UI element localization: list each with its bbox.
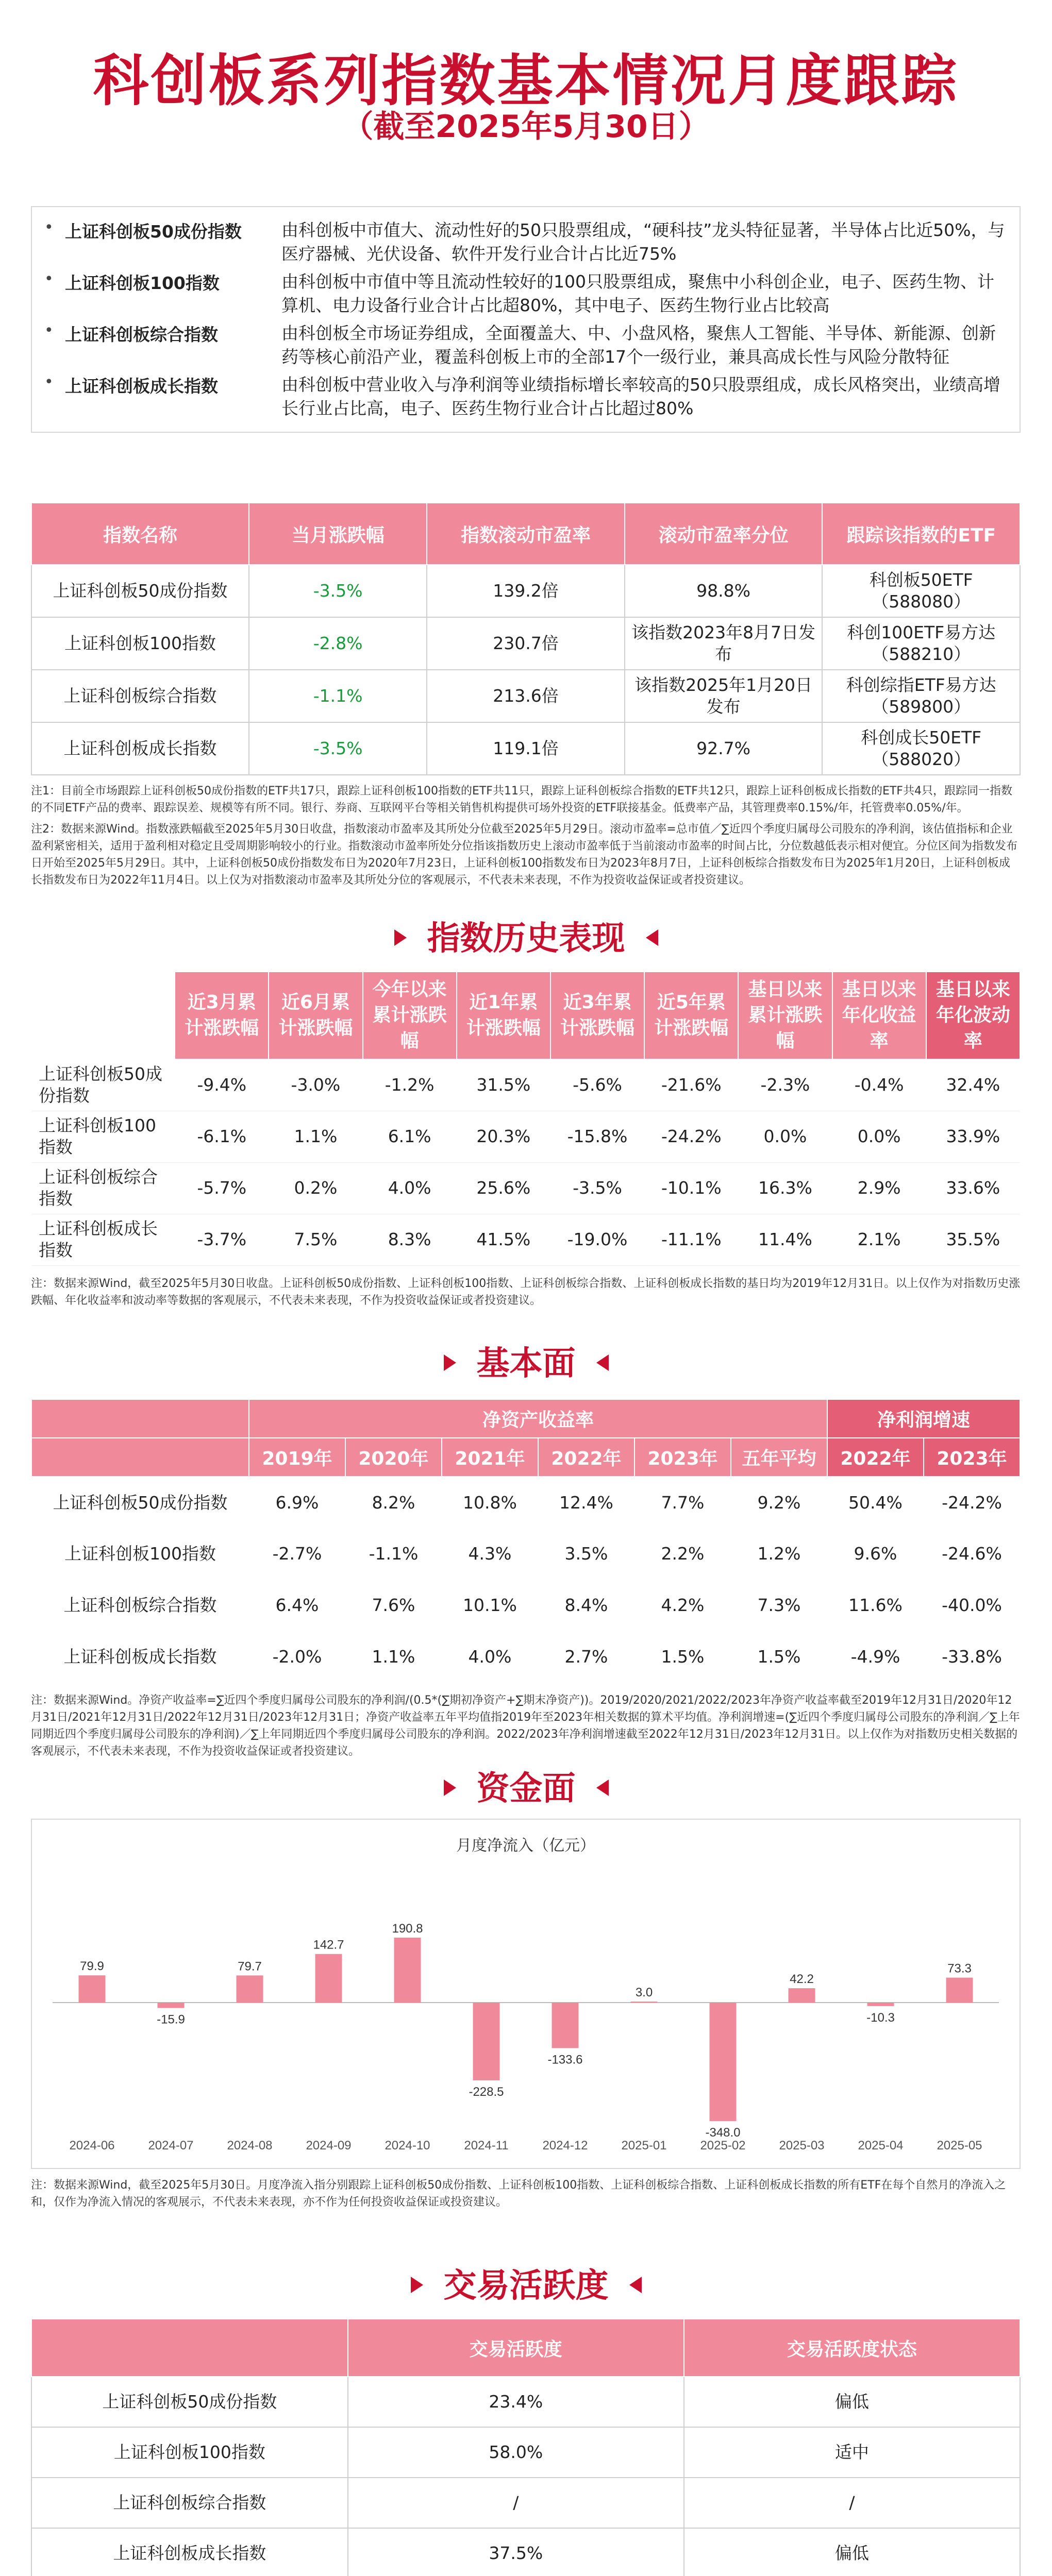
index-name-cell: 上证科创板成长指数: [31, 1214, 175, 1265]
chart-data-label: -133.6: [547, 2053, 583, 2067]
header-cell: 滚动市盈率分位: [625, 503, 823, 565]
fundamentals-table: [31, 1399, 1021, 1683]
index-name-cell: 上证科创板成长指数: [31, 2528, 348, 2576]
index-name-cell: 上证科创板成长指数: [31, 722, 249, 775]
chart-bar-2025-01: [631, 2002, 658, 2003]
value-cell: 2.1%: [832, 1214, 926, 1265]
table-row: [31, 1631, 1020, 1683]
chart-data-label: 190.8: [392, 1921, 423, 1936]
fundamentals-title-text: 基本面: [476, 1345, 576, 1383]
funds-title-text: 资金面: [476, 1770, 576, 1808]
triangle-left-icon: [596, 1354, 609, 1371]
index-name-cell: 上证科创板100指数: [31, 617, 249, 670]
value-cell: 31.5%: [457, 1059, 550, 1111]
header-cell: 近6月累计涨跌幅: [269, 972, 362, 1059]
chart-bar-2024-08: [237, 1975, 263, 2003]
pe-cell: 119.1倍: [427, 722, 625, 775]
chart-x-tick-label: 2025-04: [858, 2139, 904, 2153]
etf-name: 科创综指ETF易方达: [846, 675, 996, 695]
value-cell: -3.5%: [550, 1162, 644, 1214]
chart-x-tick-label: 2025-01: [621, 2139, 667, 2153]
etf-code: （588210）: [872, 644, 971, 664]
pe-cell: 139.2倍: [427, 565, 625, 617]
value-cell: 8.2%: [372, 1492, 415, 1513]
bullet-icon: •: [44, 373, 54, 391]
header-cell: 交易活跃度状态: [684, 2319, 1020, 2377]
page-title: 科创板系列指数基本情况月度跟踪: [93, 49, 959, 113]
activity-value-cell: /: [348, 2478, 684, 2528]
etf-cell: [822, 670, 1020, 722]
etf-code: （589800）: [872, 697, 971, 717]
chart-bar-2024-12: [552, 2003, 579, 2048]
header-cell: 交易活跃度: [348, 2319, 684, 2377]
group-header-profit-growth: 净利润增速: [827, 1399, 1020, 1438]
bullet-icon: •: [44, 270, 54, 288]
history-section: [31, 971, 1021, 1309]
header-cell: 近3月累计涨跌幅: [175, 972, 269, 1059]
pe-cell: 230.7倍: [427, 617, 625, 670]
table-row: [31, 1214, 1020, 1265]
fundamentals-section-title: [0, 1337, 1052, 1384]
activity-section-title: [0, 2259, 1052, 2307]
value-cell: 50.4%: [848, 1492, 903, 1513]
fundamentals-note: 注：数据来源Wind。净资产收益率=∑近四个季度归属母公司股东的净利润/(0.5*(∑期初净资产+∑期末净资产))。2019/2020/2021/2022/2023年净资产收益率截至2019年12月31日/2020年12月31日/2021年12月31日/2022年12月31日/2023年12月31日；净资产收益率五年平均值指2019年至2023年相关数据的算术平均值。净利润增速=(∑近四个季度归属母公司股东的净利润／∑上年同期近四个季度归属母公司股东的净利润)／∑上年同期近四个季度归属母公司股东的净利润。2022/2023年净利润增速截至2022年12月31日/2023年12月31日。以上仅作为对指数历史相关数据的客观展示，不代表未来表现，不作为投资收益保证或者投资建议。: [31, 1694, 1020, 1758]
value-cell: 2.2%: [661, 1544, 705, 1564]
chart-data-label: 79.7: [238, 1959, 262, 1974]
header-cell: 2022年: [538, 1438, 634, 1477]
index-name-cell: 上证科创板100指数: [31, 2427, 348, 2478]
fundamentals-section: [31, 1399, 1021, 1760]
header-cell: 2023年: [924, 1438, 1020, 1477]
monthly-change-cell: -3.5%: [249, 722, 427, 775]
history-table: [31, 971, 1021, 1266]
header-cell: 近3年累计涨跌幅: [550, 972, 644, 1059]
header-cell: 近5年累计涨跌幅: [644, 972, 738, 1059]
table-row: [31, 722, 1020, 775]
value-cell: -24.2%: [644, 1111, 738, 1162]
activity-state-cell: 偏低: [684, 2528, 1020, 2576]
pe-percentile-cell: 92.7%: [625, 722, 823, 775]
value-cell: 1.1%: [372, 1647, 415, 1667]
activity-title-text: 交易活跃度: [443, 2267, 609, 2305]
activity-table: [31, 2318, 1021, 2576]
index-name-cell: 上证科创板50成份指数: [53, 1492, 228, 1513]
index-description-box: [31, 206, 1021, 433]
chart-bar-2024-07: [158, 2003, 185, 2008]
index-name-cell: 上证科创板50成份指数: [31, 565, 249, 617]
chart-x-tick-label: 2024-11: [464, 2139, 509, 2153]
funds-section-title: [0, 1762, 1052, 1809]
value-cell: 4.3%: [468, 1544, 512, 1564]
header-cell: 2023年: [634, 1438, 731, 1477]
table-row: [31, 670, 1020, 722]
value-cell: -1.1%: [369, 1544, 419, 1564]
triangle-left-icon: [629, 2277, 642, 2293]
table-header-row: [31, 972, 1020, 1059]
overview-note-2: 注2：数据来源Wind。指数涨跌幅截至2025年5月30日收盘，指数滚动市盈率及其所处分位截至2025年5月29日。滚动市盈率=总市值／∑近四个季度归属母公司股东的净利润，该估值指标和企业盈利紧密相关，适用于盈利相对稳定且受周期影响较小的行业。指数滚动市盈率所处分位指该指数历史上滚动市盈率低于当前滚动市盈率的时间占比，分位数越低表示相对便宜。分位区间为指数发布日开始至2025年5月29日。其中，上证科创板50成份指数发布日为2020年7月23日，上证科创板100指数发布日为2023年8月7日，上证科创板综合指数发布日为2025年1月20日，上证科创板成长指数发布日为2022年11月4日。以上仅为对指数滚动市盈率及其所处分位的客观展示，不代表未来表现，不作为投资收益保证或者投资建议。: [31, 823, 1018, 887]
value-cell: -33.8%: [942, 1647, 1002, 1667]
pe-percentile-cell: 该指数2023年8月7日发布: [625, 617, 823, 670]
value-cell: -9.4%: [175, 1059, 269, 1111]
chart-data-label: 142.7: [313, 1938, 344, 1952]
chart-bar-2024-11: [473, 2003, 500, 2080]
table-row: [31, 2427, 1020, 2478]
value-cell: -24.2%: [942, 1492, 1002, 1513]
value-cell: 9.2%: [757, 1492, 801, 1513]
value-cell: -3.7%: [175, 1214, 269, 1265]
overview-note-1: 注1：目前全市场跟踪上证科创板50成份指数的ETF共17只，跟踪上证科创板100指数的ETF共11只，跟踪上证科创板综合指数的ETF共12只，跟踪上证科创板成长指数的ETF共4只，跟踪同一指数的不同ETF产品的费率、跟踪误差、规模等有所不同。银行、券商、互联网平台等相关销售机构提供可场外投资的ETF联接基金。低费率产品，其管理费率0.15%/年，托管费率0.05%/年。: [31, 785, 1012, 815]
index-name-cell: 上证科创板100指数: [64, 1544, 216, 1564]
chart-data-label: 3.0: [635, 1986, 653, 2000]
value-cell: 41.5%: [457, 1214, 550, 1265]
value-cell: -40.0%: [942, 1595, 1002, 1615]
description-text: 由科创板中市值大、流动性好的50只股票组成，“硬科技”龙头特征显著，半导体占比近50%，与医疗器械、光伏设备、软件开发行业合计占比近75%: [281, 220, 1005, 264]
chart-data-label: 73.3: [947, 1961, 972, 1976]
pe-percentile-cell: 98.8%: [625, 565, 823, 617]
value-cell: 6.1%: [363, 1111, 457, 1162]
value-cell: 7.7%: [661, 1492, 705, 1513]
chart-bar-2024-09: [315, 1954, 342, 2003]
value-cell: -2.3%: [738, 1059, 832, 1111]
table-row: [31, 1528, 1020, 1580]
etf-cell: [822, 722, 1020, 775]
value-cell: 33.9%: [926, 1111, 1020, 1162]
description-text: 由科创板中市值中等且流动性较好的100只股票组成，聚焦中小科创企业，电子、医药生物、计算机、电力设备行业合计占比超80%，其中电子、医药生物行业占比较高: [281, 272, 994, 315]
chart-data-label: -348.0: [705, 2126, 741, 2140]
value-cell: -1.2%: [363, 1059, 457, 1111]
value-cell: -4.9%: [850, 1647, 900, 1667]
value-cell: 0.0%: [832, 1111, 926, 1162]
table-header-row: [31, 1438, 1020, 1477]
chart-title: 月度净流入（亿元）: [456, 1837, 595, 1854]
chart-data-label: -228.5: [469, 2085, 504, 2099]
value-cell: 10.1%: [463, 1595, 517, 1615]
value-cell: 3.5%: [564, 1544, 608, 1564]
value-cell: 1.2%: [757, 1544, 801, 1564]
header-cell: 五年平均: [731, 1438, 827, 1477]
index-name-cell: 上证科创板50成份指数: [31, 2377, 348, 2427]
monthly-change-cell: -2.8%: [249, 617, 427, 670]
activity-section: [31, 2318, 1021, 2576]
triangle-right-icon: [411, 2277, 423, 2293]
etf-cell: [822, 617, 1020, 670]
value-cell: 1.1%: [269, 1111, 362, 1162]
table-header-row: [31, 503, 1020, 565]
header-cell: 2019年: [249, 1438, 345, 1477]
description-row: [44, 270, 1007, 317]
table-row: [31, 617, 1020, 670]
overview-table: [31, 502, 1021, 775]
description-text: 由科创板中营业收入与净利润等业绩指标增长率较高的50只股票组成，成长风格突出，业绩高增长行业占比高，电子、医药生物行业合计占比超过80%: [281, 375, 1000, 418]
description-index-name: 上证科创板100指数: [65, 273, 220, 293]
header-cell: [31, 2319, 348, 2377]
chart-bar-2024-10: [394, 1938, 421, 2003]
value-cell: 11.6%: [848, 1595, 903, 1615]
value-cell: 4.2%: [661, 1595, 705, 1615]
description-index-name: 上证科创板50成份指数: [65, 222, 242, 242]
history-section-title: [0, 912, 1052, 959]
description-text: 由科创板全市场证券组成，全面覆盖大、中、小盘风格，聚焦人工智能、半导体、新能源、创新药等核心前沿产业，覆盖科创板上市的全部17个一级行业，兼具高成长性与风险分散特征: [281, 323, 996, 367]
header-cell: 跟踪该指数的ETF: [822, 503, 1020, 565]
description-row: [44, 373, 1007, 420]
header-cell: 2021年: [442, 1438, 538, 1477]
value-cell: 25.6%: [457, 1162, 550, 1214]
value-cell: 8.4%: [564, 1595, 608, 1615]
chart-x-tick-label: 2024-09: [306, 2139, 352, 2153]
group-header-roe: 净资产收益率: [249, 1399, 827, 1438]
value-cell: 20.3%: [457, 1111, 550, 1162]
header-cell-blank: [31, 1438, 249, 1477]
value-cell: 0.0%: [738, 1111, 832, 1162]
table-group-header-row: [31, 1399, 1020, 1438]
value-cell: -2.0%: [272, 1647, 322, 1667]
table-row: [31, 1162, 1020, 1214]
index-name-cell: 上证科创板综合指数: [31, 2478, 348, 2528]
chart-data-label: -10.3: [866, 2010, 895, 2025]
header-cell: 2022年: [827, 1438, 924, 1477]
chart-x-tick-label: 2024-12: [542, 2139, 588, 2153]
value-cell: 4.0%: [468, 1647, 512, 1667]
value-cell: -5.6%: [550, 1059, 644, 1111]
chart-bar-2025-04: [867, 2003, 894, 2006]
value-cell: -3.0%: [269, 1059, 362, 1111]
activity-state-cell: 偏低: [684, 2377, 1020, 2427]
chart-data-label: 42.2: [790, 1972, 814, 1987]
chart-x-tick-label: 2024-07: [148, 2139, 194, 2153]
value-cell: -15.8%: [550, 1111, 644, 1162]
net-inflow-chart: [32, 1820, 1020, 2168]
pe-cell: 213.6倍: [427, 670, 625, 722]
chart-x-tick-label: 2025-03: [779, 2139, 825, 2153]
chart-bar-2025-02: [710, 2003, 737, 2121]
index-name-cell: 上证科创板综合指数: [31, 670, 249, 722]
pe-percentile-cell: 该指数2025年1月20日发布: [625, 670, 823, 722]
bullet-icon: •: [44, 218, 54, 236]
bullet-icon: •: [44, 321, 54, 340]
value-cell: 2.9%: [832, 1162, 926, 1214]
value-cell: 1.5%: [757, 1647, 801, 1667]
chart-bar-2024-06: [79, 1975, 106, 2003]
history-note: 注：数据来源Wind，截至2025年5月30日收盘。上证科创板50成份指数、上证科创板100指数、上证科创板综合指数、上证科创板成长指数的基日均为2019年12月31日。以上仅作为对指数历史涨跌幅、年化收益率和波动率等数据的客观展示，不代表未来表现，不作为投资收益保证或者投资建议。: [31, 1277, 1021, 1307]
value-cell: -5.7%: [175, 1162, 269, 1214]
activity-value-cell: 23.4%: [348, 2377, 684, 2427]
value-cell: 2.7%: [564, 1647, 608, 1667]
description-index-name: 上证科创板成长指数: [65, 376, 218, 396]
value-cell: 33.6%: [926, 1162, 1020, 1214]
header-cell: 近1年累计涨跌幅: [457, 972, 550, 1059]
description-index-name: 上证科创板综合指数: [65, 325, 218, 345]
header-cell: 基日以来年化波动率: [926, 972, 1020, 1059]
value-cell: 7.5%: [269, 1214, 362, 1265]
table-row: [31, 2478, 1020, 2528]
value-cell: 12.4%: [559, 1492, 613, 1513]
net-inflow-chart-box: [31, 1819, 1021, 2169]
value-cell: 7.6%: [372, 1595, 415, 1615]
index-name-cell: 上证科创板50成份指数: [31, 1059, 175, 1111]
description-row: [44, 218, 1007, 266]
monthly-change-cell: -3.5%: [249, 565, 427, 617]
chart-x-tick-label: 2025-02: [700, 2139, 746, 2153]
value-cell: -24.6%: [942, 1544, 1002, 1564]
index-name-cell: 上证科创板100指数: [31, 1111, 175, 1162]
chart-data-label: -15.9: [157, 2012, 185, 2027]
header-cell: 当月涨跌幅: [249, 503, 427, 565]
etf-name: 科创成长50ETF: [861, 727, 982, 748]
value-cell: 6.4%: [275, 1595, 319, 1615]
header-cell: 基日以来累计涨跌幅: [738, 972, 832, 1059]
header-cell: 今年以来累计涨跌幅: [363, 972, 457, 1059]
triangle-right-icon: [444, 1354, 456, 1371]
value-cell: -19.0%: [550, 1214, 644, 1265]
index-name-cell: 上证科创板成长指数: [63, 1647, 217, 1667]
index-name-cell: 上证科创板综合指数: [31, 1162, 175, 1214]
index-name-cell: 上证科创板综合指数: [63, 1595, 217, 1615]
chart-bar-2025-03: [789, 1988, 815, 2003]
table-row: [31, 2528, 1020, 2576]
value-cell: -21.6%: [644, 1059, 738, 1111]
triangle-left-icon: [646, 929, 658, 946]
table-row: [31, 1059, 1020, 1111]
header-cell-blank: [31, 1399, 249, 1438]
chart-data-label: 79.9: [80, 1959, 104, 1974]
activity-value-cell: 37.5%: [348, 2528, 684, 2576]
value-cell: 7.3%: [757, 1595, 801, 1615]
triangle-right-icon: [444, 1780, 456, 1796]
overview-section: [31, 502, 1021, 889]
activity-state-cell: 适中: [684, 2427, 1020, 2478]
triangle-left-icon: [596, 1780, 609, 1796]
value-cell: 11.4%: [738, 1214, 832, 1265]
value-cell: 6.9%: [275, 1492, 319, 1513]
value-cell: -10.1%: [644, 1162, 738, 1214]
table-row: [31, 1111, 1020, 1162]
value-cell: 32.4%: [926, 1059, 1020, 1111]
monthly-change-cell: -1.1%: [249, 670, 427, 722]
chart-x-tick-label: 2024-06: [69, 2139, 115, 2153]
value-cell: 8.3%: [363, 1214, 457, 1265]
table-row: [31, 2377, 1020, 2427]
funds-note: 注：数据来源Wind，截至2025年5月30日。月度净流入指分别跟踪上证科创板50成份指数、上证科创板100指数、上证科创板综合指数、上证科创板成长指数的所有ETF在每个自然月的净流入之和，仅作为净流入情况的客观展示，不代表未来表现，亦不作为任何投资收益保证或投资建议。: [31, 2179, 1006, 2209]
etf-cell: [822, 565, 1020, 617]
table-header-row: [31, 2319, 1020, 2377]
table-row: [31, 565, 1020, 617]
history-title-text: 指数历史表现: [427, 920, 625, 958]
header-cell: 指数滚动市盈率: [427, 503, 625, 565]
value-cell: -6.1%: [175, 1111, 269, 1162]
chart-x-tick-label: 2025-05: [937, 2139, 982, 2153]
value-cell: 9.6%: [854, 1544, 897, 1564]
table-row: [31, 1477, 1020, 1528]
activity-state-cell: /: [684, 2478, 1020, 2528]
header-cell: [31, 972, 175, 1059]
activity-value-cell: 58.0%: [348, 2427, 684, 2478]
chart-x-tick-label: 2024-08: [227, 2139, 273, 2153]
etf-code: （588080）: [872, 591, 971, 612]
description-row: [44, 321, 1007, 369]
value-cell: -2.7%: [272, 1544, 322, 1564]
value-cell: -11.1%: [644, 1214, 738, 1265]
header-cell: 2020年: [345, 1438, 442, 1477]
value-cell: 10.8%: [463, 1492, 517, 1513]
header-cell: 指数名称: [31, 503, 249, 565]
value-cell: 35.5%: [926, 1214, 1020, 1265]
chart-bar-2025-05: [946, 1978, 973, 2003]
page-subtitle: （截至2025年5月30日）: [342, 109, 710, 145]
value-cell: 1.5%: [661, 1647, 705, 1667]
value-cell: 4.0%: [363, 1162, 457, 1214]
chart-x-tick-label: 2024-10: [385, 2139, 430, 2153]
table-row: [31, 1580, 1020, 1631]
etf-code: （588020）: [872, 749, 971, 769]
value-cell: 16.3%: [738, 1162, 832, 1214]
value-cell: -0.4%: [832, 1059, 926, 1111]
value-cell: 0.2%: [269, 1162, 362, 1214]
header-cell: 基日以来年化收益率: [832, 972, 926, 1059]
etf-name: 科创板50ETF: [869, 570, 973, 590]
triangle-right-icon: [394, 929, 407, 946]
etf-name: 科创100ETF易方达: [847, 622, 996, 642]
